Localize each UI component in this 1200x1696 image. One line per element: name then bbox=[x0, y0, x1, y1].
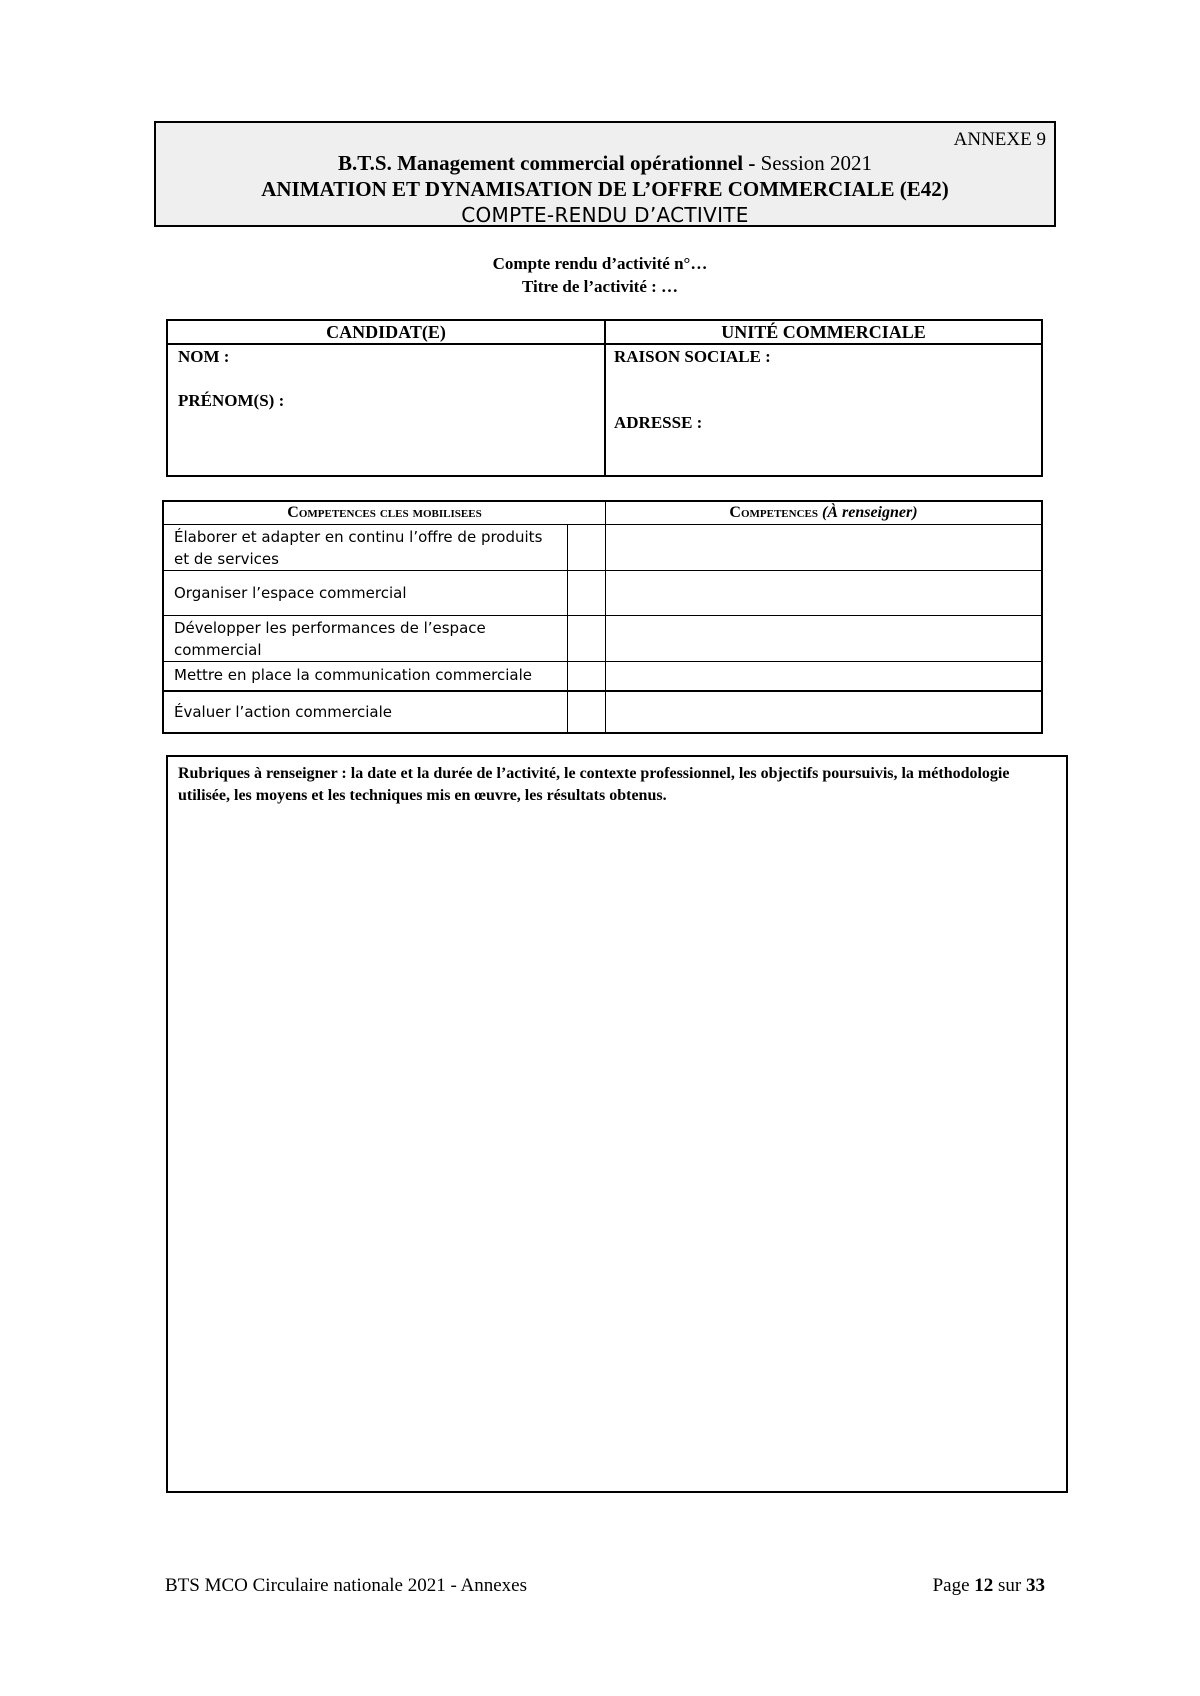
nom-field[interactable]: NOM : bbox=[178, 347, 230, 366]
row-divider bbox=[164, 690, 1041, 692]
candidate-header: CANDIDAT(E) bbox=[326, 322, 446, 342]
rubriques-box[interactable] bbox=[166, 755, 1068, 1493]
competences-cles-header: Competences cles mobilisees bbox=[287, 504, 482, 521]
raison-sociale-field[interactable]: RAISON SOCIALE : bbox=[614, 347, 771, 366]
candidate-table bbox=[166, 319, 1043, 477]
page-number bbox=[933, 1575, 1045, 1597]
rubriques-text: Rubriques à renseigner : la date et la durée de l’activité, le contexte professionnel, les objectifs poursuivis, la méthodologie utilisée, les moyens et les techniques mis en œuvre, les résultats obtenus. bbox=[178, 765, 1010, 804]
column-divider bbox=[604, 321, 606, 475]
competence-row-5: Évaluer l’action commerciale bbox=[174, 703, 392, 721]
competences-header-main: Competences bbox=[729, 504, 818, 521]
page-sep: sur bbox=[998, 1575, 1022, 1596]
page-current: 12 bbox=[974, 1575, 994, 1596]
exam-title bbox=[156, 151, 1054, 176]
competences-header bbox=[606, 502, 1041, 524]
page-label: Page bbox=[932, 1575, 970, 1596]
competences-table bbox=[162, 500, 1043, 734]
exam-session: Session 2021 bbox=[755, 151, 873, 175]
row-divider bbox=[164, 524, 1041, 525]
column-divider bbox=[605, 502, 606, 732]
annexe-label: ANNEXE 9 bbox=[953, 129, 1046, 150]
document-type: COMPTE-RENDU D’ACTIVITE bbox=[461, 203, 749, 227]
document-header bbox=[154, 121, 1056, 227]
competences-header-note: (À renseigner) bbox=[822, 504, 918, 521]
competence-row-1: Élaborer et adapter en continu l’offre de produits et de services bbox=[174, 528, 543, 568]
activity-number: Compte rendu d’activité n°… bbox=[492, 254, 708, 273]
competence-row-2: Organiser l’espace commercial bbox=[174, 584, 407, 602]
prenom-field[interactable]: PRÉNOM(S) : bbox=[178, 391, 285, 410]
unit-header: UNITÉ COMMERCIALE bbox=[721, 322, 926, 342]
footer-reference: BTS MCO Circulaire nationale 2021 - Annexes bbox=[165, 1575, 527, 1596]
row-divider bbox=[164, 615, 1041, 616]
exam-title-bold: B.T.S. Management commercial opérationnel - bbox=[337, 151, 756, 175]
competence-row-3: Développer les performances de l’espace commercial bbox=[174, 619, 486, 659]
competence-row-4: Mettre en place la communication commerciale bbox=[174, 666, 533, 684]
row-divider bbox=[164, 570, 1041, 571]
page-total: 33 bbox=[1026, 1575, 1045, 1596]
checkbox-column-divider bbox=[567, 524, 568, 732]
adresse-field[interactable]: ADRESSE : bbox=[614, 413, 703, 432]
row-divider bbox=[164, 661, 1041, 662]
activity-title: Titre de l’activité : … bbox=[521, 277, 679, 296]
exam-subject: ANIMATION ET DYNAMISATION DE L’OFFRE COMMERCIALE (E42) bbox=[261, 177, 949, 201]
